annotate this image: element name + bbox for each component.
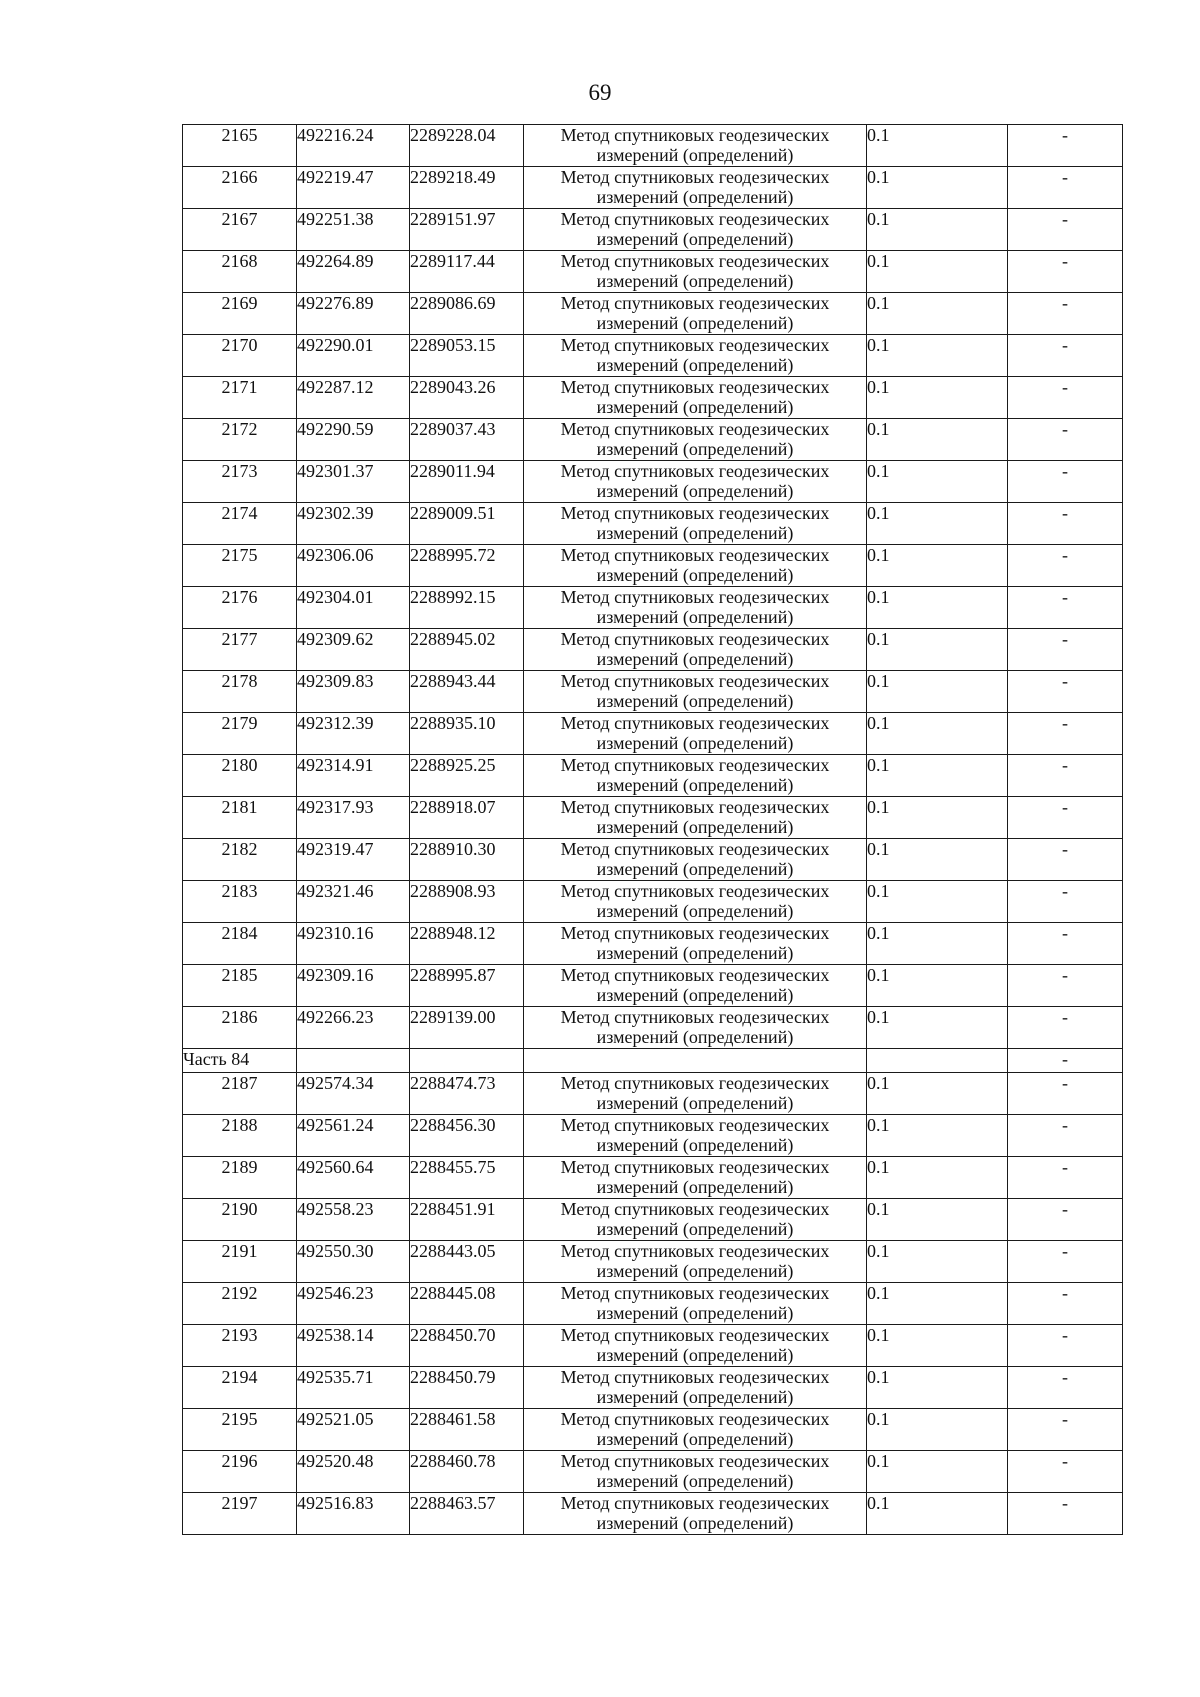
accuracy-cell: 0.1 <box>867 251 1008 293</box>
x-coordinate-cell: 492287.12 <box>297 377 410 419</box>
method-cell: Метод спутниковых геодезических измерений (определений) <box>524 335 867 377</box>
table-row <box>183 293 1123 335</box>
table-row <box>183 1157 1123 1199</box>
table-row <box>183 881 1123 923</box>
table-row <box>183 545 1123 587</box>
method-cell: Метод спутниковых геодезических измерений (определений) <box>524 1073 867 1115</box>
point-number-cell: 2179 <box>183 713 297 755</box>
description-cell: - <box>1008 125 1123 167</box>
accuracy-cell: 0.1 <box>867 419 1008 461</box>
method-cell: Метод спутниковых геодезических измерений (определений) <box>524 587 867 629</box>
description-cell: - <box>1008 1283 1123 1325</box>
description-cell: - <box>1008 755 1123 797</box>
y-coordinate-cell: 2288450.70 <box>410 1325 524 1367</box>
description-cell: - <box>1008 839 1123 881</box>
section-row <box>183 1049 1123 1073</box>
table-row <box>183 713 1123 755</box>
table-row <box>183 923 1123 965</box>
table-row <box>183 1409 1123 1451</box>
point-number-cell: 2181 <box>183 797 297 839</box>
accuracy-cell: 0.1 <box>867 167 1008 209</box>
x-coordinate-cell: 492574.34 <box>297 1073 410 1115</box>
method-cell: Метод спутниковых геодезических измерений (определений) <box>524 1241 867 1283</box>
accuracy-cell: 0.1 <box>867 1073 1008 1115</box>
description-cell: - <box>1008 293 1123 335</box>
description-cell: - <box>1008 923 1123 965</box>
point-number-cell: 2184 <box>183 923 297 965</box>
y-coordinate-cell: 2289009.51 <box>410 503 524 545</box>
empty-cell <box>867 1049 1008 1073</box>
x-coordinate-cell: 492520.48 <box>297 1451 410 1493</box>
accuracy-cell: 0.1 <box>867 923 1008 965</box>
accuracy-cell: 0.1 <box>867 797 1008 839</box>
y-coordinate-cell: 2288945.02 <box>410 629 524 671</box>
y-coordinate-cell: 2288935.10 <box>410 713 524 755</box>
table-row <box>183 797 1123 839</box>
table-row <box>183 755 1123 797</box>
x-coordinate-cell: 492321.46 <box>297 881 410 923</box>
method-cell: Метод спутниковых геодезических измерений (определений) <box>524 1157 867 1199</box>
point-number-cell: 2171 <box>183 377 297 419</box>
description-cell: - <box>1008 545 1123 587</box>
description-cell: - <box>1008 1367 1123 1409</box>
accuracy-cell: 0.1 <box>867 1241 1008 1283</box>
method-cell: Метод спутниковых геодезических измерений (определений) <box>524 965 867 1007</box>
point-number-cell: 2193 <box>183 1325 297 1367</box>
method-cell: Метод спутниковых геодезических измерений (определений) <box>524 1451 867 1493</box>
table-row <box>183 1007 1123 1049</box>
method-cell: Метод спутниковых геодезических измерений (определений) <box>524 209 867 251</box>
table-row <box>183 1283 1123 1325</box>
table-row <box>183 503 1123 545</box>
point-number-cell: 2169 <box>183 293 297 335</box>
description-cell: - <box>1008 1049 1123 1073</box>
point-number-cell: 2195 <box>183 1409 297 1451</box>
method-cell: Метод спутниковых геодезических измерений (определений) <box>524 1409 867 1451</box>
description-cell: - <box>1008 167 1123 209</box>
x-coordinate-cell: 492290.59 <box>297 419 410 461</box>
description-cell: - <box>1008 965 1123 1007</box>
description-cell: - <box>1008 1409 1123 1451</box>
description-cell: - <box>1008 1451 1123 1493</box>
description-cell: - <box>1008 1073 1123 1115</box>
y-coordinate-cell: 2288445.08 <box>410 1283 524 1325</box>
accuracy-cell: 0.1 <box>867 125 1008 167</box>
point-number-cell: 2186 <box>183 1007 297 1049</box>
method-cell: Метод спутниковых геодезических измерений (определений) <box>524 713 867 755</box>
y-coordinate-cell: 2288995.72 <box>410 545 524 587</box>
method-cell: Метод спутниковых геодезических измерений (определений) <box>524 1007 867 1049</box>
table-row <box>183 167 1123 209</box>
method-cell: Метод спутниковых геодезических измерений (определений) <box>524 167 867 209</box>
point-number-cell: 2189 <box>183 1157 297 1199</box>
point-number-cell: 2188 <box>183 1115 297 1157</box>
table-row <box>183 1073 1123 1115</box>
x-coordinate-cell: 492304.01 <box>297 587 410 629</box>
table-row <box>183 1451 1123 1493</box>
description-cell: - <box>1008 629 1123 671</box>
description-cell: - <box>1008 671 1123 713</box>
description-cell: - <box>1008 1493 1123 1535</box>
x-coordinate-cell: 492546.23 <box>297 1283 410 1325</box>
accuracy-cell: 0.1 <box>867 1493 1008 1535</box>
description-cell: - <box>1008 881 1123 923</box>
table-row <box>183 839 1123 881</box>
empty-cell <box>410 1049 524 1073</box>
x-coordinate-cell: 492560.64 <box>297 1157 410 1199</box>
description-cell: - <box>1008 1325 1123 1367</box>
accuracy-cell: 0.1 <box>867 713 1008 755</box>
method-cell: Метод спутниковых геодезических измерений (определений) <box>524 461 867 503</box>
point-number-cell: 2192 <box>183 1283 297 1325</box>
point-number-cell: 2176 <box>183 587 297 629</box>
method-cell: Метод спутниковых геодезических измерений (определений) <box>524 419 867 461</box>
accuracy-cell: 0.1 <box>867 1199 1008 1241</box>
y-coordinate-cell: 2288943.44 <box>410 671 524 713</box>
x-coordinate-cell: 492561.24 <box>297 1115 410 1157</box>
description-cell: - <box>1008 461 1123 503</box>
point-number-cell: 2194 <box>183 1367 297 1409</box>
method-cell: Метод спутниковых геодезических измерений (определений) <box>524 125 867 167</box>
table-row <box>183 1115 1123 1157</box>
point-number-cell: 2167 <box>183 209 297 251</box>
table-row <box>183 419 1123 461</box>
method-cell: Метод спутниковых геодезических измерений (определений) <box>524 755 867 797</box>
table-row <box>183 1493 1123 1535</box>
accuracy-cell: 0.1 <box>867 839 1008 881</box>
accuracy-cell: 0.1 <box>867 1367 1008 1409</box>
accuracy-cell: 0.1 <box>867 293 1008 335</box>
method-cell: Метод спутниковых геодезических измерений (определений) <box>524 377 867 419</box>
x-coordinate-cell: 492264.89 <box>297 251 410 293</box>
method-cell: Метод спутниковых геодезических измерений (определений) <box>524 503 867 545</box>
table-row <box>183 671 1123 713</box>
method-cell: Метод спутниковых геодезических измерений (определений) <box>524 839 867 881</box>
accuracy-cell: 0.1 <box>867 1007 1008 1049</box>
point-number-cell: 2196 <box>183 1451 297 1493</box>
x-coordinate-cell: 492558.23 <box>297 1199 410 1241</box>
description-cell: - <box>1008 1115 1123 1157</box>
accuracy-cell: 0.1 <box>867 1283 1008 1325</box>
x-coordinate-cell: 492301.37 <box>297 461 410 503</box>
method-cell: Метод спутниковых геодезических измерений (определений) <box>524 1199 867 1241</box>
point-number-cell: 2165 <box>183 125 297 167</box>
point-number-cell: 2170 <box>183 335 297 377</box>
accuracy-cell: 0.1 <box>867 629 1008 671</box>
x-coordinate-cell: 492538.14 <box>297 1325 410 1367</box>
y-coordinate-cell: 2288463.57 <box>410 1493 524 1535</box>
method-cell: Метод спутниковых геодезических измерений (определений) <box>524 671 867 713</box>
x-coordinate-cell: 492266.23 <box>297 1007 410 1049</box>
coordinates-table <box>182 124 1123 1535</box>
method-cell: Метод спутниковых геодезических измерений (определений) <box>524 1493 867 1535</box>
table-row <box>183 209 1123 251</box>
coordinates-table-body <box>183 125 1123 1535</box>
accuracy-cell: 0.1 <box>867 1115 1008 1157</box>
point-number-cell: 2168 <box>183 251 297 293</box>
y-coordinate-cell: 2288910.30 <box>410 839 524 881</box>
x-coordinate-cell: 492314.91 <box>297 755 410 797</box>
x-coordinate-cell: 492550.30 <box>297 1241 410 1283</box>
accuracy-cell: 0.1 <box>867 1409 1008 1451</box>
table-row <box>183 965 1123 1007</box>
x-coordinate-cell: 492290.01 <box>297 335 410 377</box>
point-number-cell: 2178 <box>183 671 297 713</box>
x-coordinate-cell: 492310.16 <box>297 923 410 965</box>
table-row <box>183 1367 1123 1409</box>
y-coordinate-cell: 2288995.87 <box>410 965 524 1007</box>
method-cell: Метод спутниковых геодезических измерений (определений) <box>524 545 867 587</box>
point-number-cell: 2174 <box>183 503 297 545</box>
y-coordinate-cell: 2289086.69 <box>410 293 524 335</box>
method-cell: Метод спутниковых геодезических измерений (определений) <box>524 797 867 839</box>
x-coordinate-cell: 492309.83 <box>297 671 410 713</box>
description-cell: - <box>1008 1199 1123 1241</box>
accuracy-cell: 0.1 <box>867 1157 1008 1199</box>
y-coordinate-cell: 2288918.07 <box>410 797 524 839</box>
accuracy-cell: 0.1 <box>867 377 1008 419</box>
description-cell: - <box>1008 797 1123 839</box>
x-coordinate-cell: 492516.83 <box>297 1493 410 1535</box>
description-cell: - <box>1008 209 1123 251</box>
accuracy-cell: 0.1 <box>867 671 1008 713</box>
accuracy-cell: 0.1 <box>867 881 1008 923</box>
description-cell: - <box>1008 503 1123 545</box>
method-cell: Метод спутниковых геодезических измерений (определений) <box>524 293 867 335</box>
table-row <box>183 1325 1123 1367</box>
table-row <box>183 377 1123 419</box>
method-cell: Метод спутниковых геодезических измерений (определений) <box>524 629 867 671</box>
y-coordinate-cell: 2288460.78 <box>410 1451 524 1493</box>
y-coordinate-cell: 2289011.94 <box>410 461 524 503</box>
accuracy-cell: 0.1 <box>867 545 1008 587</box>
table-row <box>183 629 1123 671</box>
x-coordinate-cell: 492306.06 <box>297 545 410 587</box>
method-cell: Метод спутниковых геодезических измерений (определений) <box>524 881 867 923</box>
y-coordinate-cell: 2289037.43 <box>410 419 524 461</box>
x-coordinate-cell: 492251.38 <box>297 209 410 251</box>
description-cell: - <box>1008 1241 1123 1283</box>
description-cell: - <box>1008 1007 1123 1049</box>
method-cell: Метод спутниковых геодезических измерений (определений) <box>524 1325 867 1367</box>
x-coordinate-cell: 492535.71 <box>297 1367 410 1409</box>
point-number-cell: 2197 <box>183 1493 297 1535</box>
y-coordinate-cell: 2288925.25 <box>410 755 524 797</box>
accuracy-cell: 0.1 <box>867 335 1008 377</box>
x-coordinate-cell: 492312.39 <box>297 713 410 755</box>
y-coordinate-cell: 2289218.49 <box>410 167 524 209</box>
method-cell: Метод спутниковых геодезических измерений (определений) <box>524 923 867 965</box>
page-number: 69 <box>588 80 612 105</box>
point-number-cell: 2172 <box>183 419 297 461</box>
x-coordinate-cell: 492317.93 <box>297 797 410 839</box>
point-number-cell: 2175 <box>183 545 297 587</box>
y-coordinate-cell: 2288992.15 <box>410 587 524 629</box>
x-coordinate-cell: 492309.62 <box>297 629 410 671</box>
x-coordinate-cell: 492521.05 <box>297 1409 410 1451</box>
accuracy-cell: 0.1 <box>867 461 1008 503</box>
x-coordinate-cell: 492216.24 <box>297 125 410 167</box>
table-row <box>183 587 1123 629</box>
method-cell: Метод спутниковых геодезических измерений (определений) <box>524 1283 867 1325</box>
empty-cell <box>297 1049 410 1073</box>
y-coordinate-cell: 2288456.30 <box>410 1115 524 1157</box>
method-cell: Метод спутниковых геодезических измерений (определений) <box>524 251 867 293</box>
description-cell: - <box>1008 713 1123 755</box>
method-cell: Метод спутниковых геодезических измерений (определений) <box>524 1367 867 1409</box>
description-cell: - <box>1008 335 1123 377</box>
table-row <box>183 461 1123 503</box>
y-coordinate-cell: 2289053.15 <box>410 335 524 377</box>
table-row <box>183 251 1123 293</box>
table-row <box>183 335 1123 377</box>
table-row <box>183 1199 1123 1241</box>
point-number-cell: 2187 <box>183 1073 297 1115</box>
accuracy-cell: 0.1 <box>867 755 1008 797</box>
description-cell: - <box>1008 1157 1123 1199</box>
y-coordinate-cell: 2288443.05 <box>410 1241 524 1283</box>
point-number-cell: 2177 <box>183 629 297 671</box>
y-coordinate-cell: 2289139.00 <box>410 1007 524 1049</box>
section-title: Часть 84 <box>183 1049 297 1073</box>
x-coordinate-cell: 492219.47 <box>297 167 410 209</box>
y-coordinate-cell: 2288474.73 <box>410 1073 524 1115</box>
x-coordinate-cell: 492309.16 <box>297 965 410 1007</box>
description-cell: - <box>1008 419 1123 461</box>
y-coordinate-cell: 2289228.04 <box>410 125 524 167</box>
point-number-cell: 2183 <box>183 881 297 923</box>
description-cell: - <box>1008 587 1123 629</box>
y-coordinate-cell: 2289043.26 <box>410 377 524 419</box>
point-number-cell: 2191 <box>183 1241 297 1283</box>
x-coordinate-cell: 492302.39 <box>297 503 410 545</box>
x-coordinate-cell: 492276.89 <box>297 293 410 335</box>
accuracy-cell: 0.1 <box>867 1451 1008 1493</box>
accuracy-cell: 0.1 <box>867 209 1008 251</box>
point-number-cell: 2166 <box>183 167 297 209</box>
point-number-cell: 2182 <box>183 839 297 881</box>
y-coordinate-cell: 2289117.44 <box>410 251 524 293</box>
y-coordinate-cell: 2288948.12 <box>410 923 524 965</box>
y-coordinate-cell: 2288455.75 <box>410 1157 524 1199</box>
y-coordinate-cell: 2288451.91 <box>410 1199 524 1241</box>
description-cell: - <box>1008 251 1123 293</box>
accuracy-cell: 0.1 <box>867 1325 1008 1367</box>
point-number-cell: 2190 <box>183 1199 297 1241</box>
y-coordinate-cell: 2288450.79 <box>410 1367 524 1409</box>
y-coordinate-cell: 2289151.97 <box>410 209 524 251</box>
method-cell: Метод спутниковых геодезических измерений (определений) <box>524 1115 867 1157</box>
y-coordinate-cell: 2288461.58 <box>410 1409 524 1451</box>
y-coordinate-cell: 2288908.93 <box>410 881 524 923</box>
x-coordinate-cell: 492319.47 <box>297 839 410 881</box>
point-number-cell: 2180 <box>183 755 297 797</box>
table-row <box>183 125 1123 167</box>
point-number-cell: 2173 <box>183 461 297 503</box>
accuracy-cell: 0.1 <box>867 503 1008 545</box>
accuracy-cell: 0.1 <box>867 965 1008 1007</box>
description-cell: - <box>1008 377 1123 419</box>
point-number-cell: 2185 <box>183 965 297 1007</box>
accuracy-cell: 0.1 <box>867 587 1008 629</box>
table-row <box>183 1241 1123 1283</box>
empty-cell <box>524 1049 867 1073</box>
